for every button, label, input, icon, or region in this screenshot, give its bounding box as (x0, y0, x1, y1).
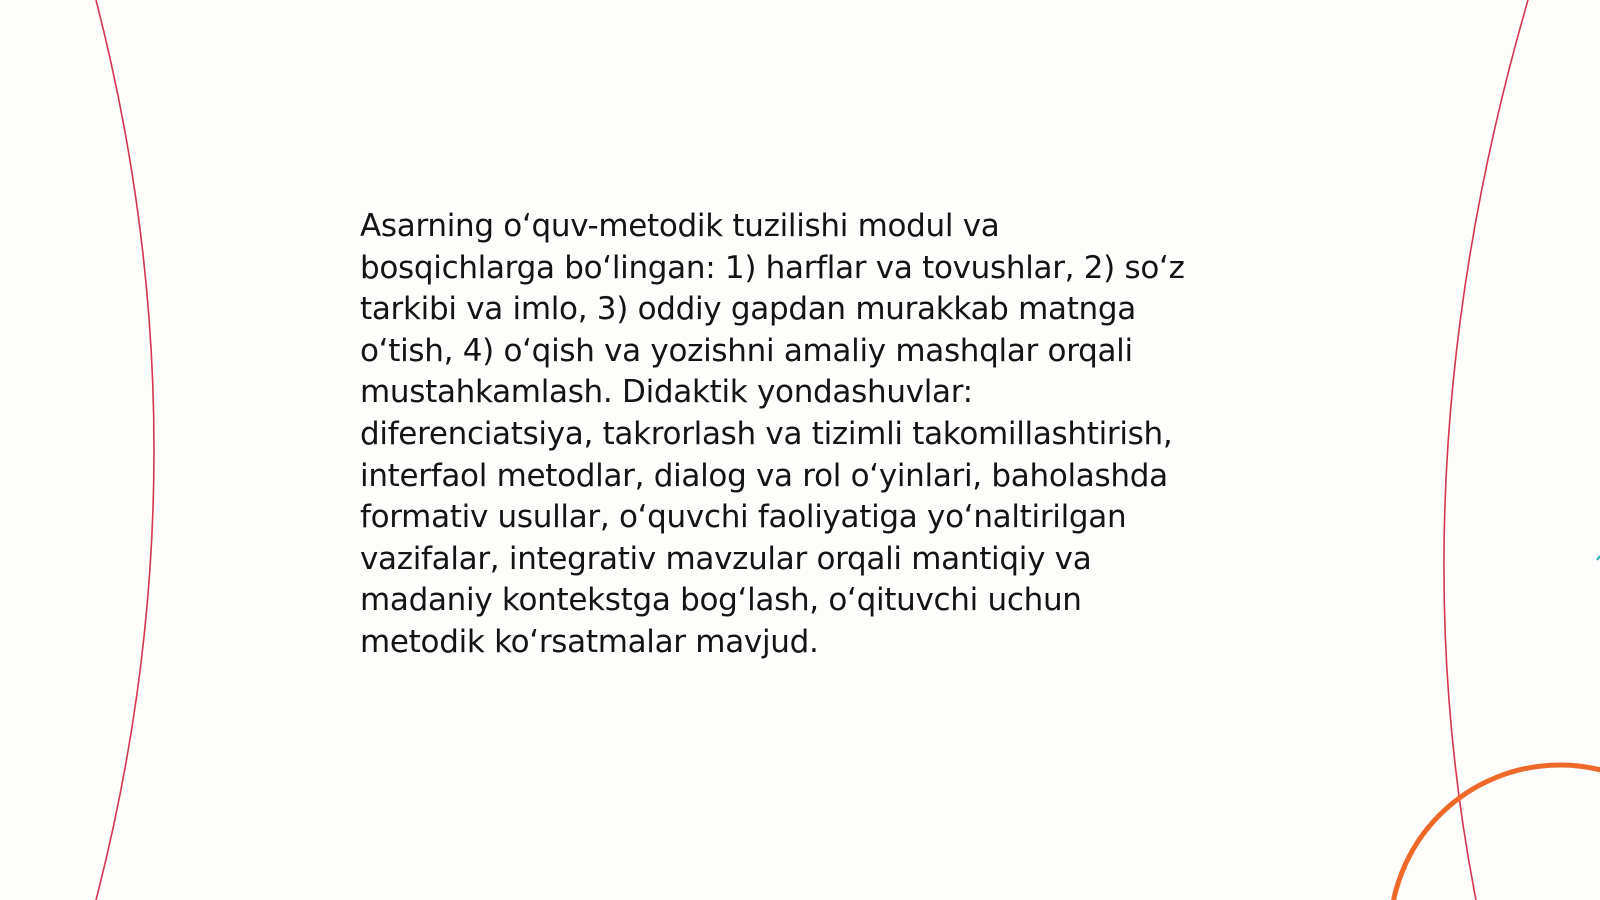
right-decorative-arc (1444, 0, 1528, 900)
orange-corner-arc (1390, 765, 1600, 900)
slide-body-text: Asarning o‘quv-metodik tuzilishi modul va bosqichlarga bo‘lingan: 1) harflar va tovushlar, 2) so‘z tarkibi va imlo, 3) oddiy gapdan murakkab matnga o‘tish, 4) o‘qish va yozishni amaliy mashqlar orqali mustahkamlash. Didaktik yondashuvlar: diferenciatsiya, takrorlash va tizimli takomillashtirish, interfaol metodlar, dialog va rol o‘yinlari, baholashda formativ usullar, o‘quvchi faoliyatiga yo‘naltirilgan vazifalar, integrativ mavzular orqali mantiqiy va madaniy kontekstga bog‘lash, o‘qituvchi uchun metodik ko‘rsatmalar mavjud. (360, 208, 1185, 660)
left-decorative-arc (96, 0, 154, 900)
